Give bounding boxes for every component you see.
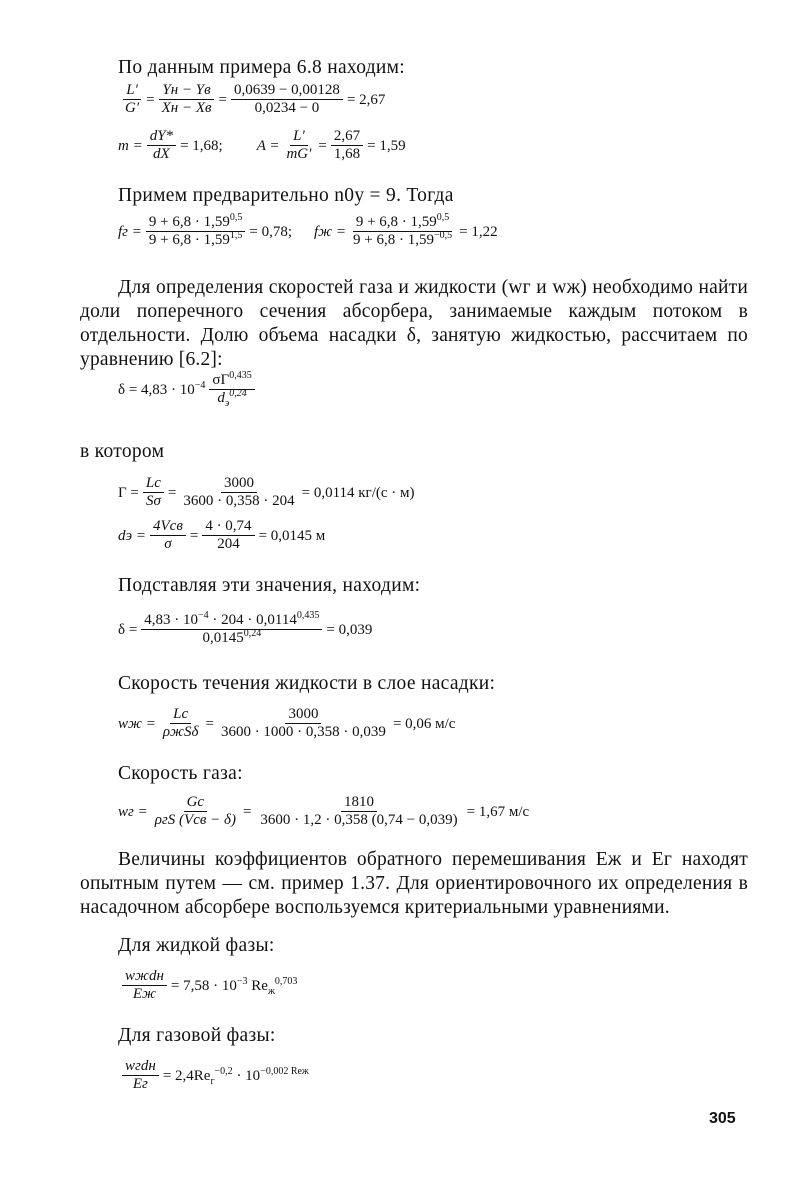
numerator: Yн − Yв <box>159 82 213 100</box>
denominator: Eг <box>132 1076 148 1092</box>
fraction <box>122 1058 159 1093</box>
paragraph-backmixing: Величины коэффициентов обратного перемешивания Eж и Eг находят опытным путем — см. пример 1.37. Для ориентировочного их определения в насадочном абсорбере воспользуемся критериальными уравнениями. <box>80 849 748 918</box>
formula-result: = 0,039 <box>326 621 373 638</box>
numerator: L′ <box>123 82 141 100</box>
formula-result: = 1,22 <box>459 223 498 240</box>
denominator: 0,0145$^{0,24}$ <box>202 628 262 646</box>
numerator: dY* <box>147 128 176 146</box>
fraction <box>122 968 167 1003</box>
formula-result: = $2,4Re_г^{-0,2} \cdot 10^{-0,002 Reж}$ <box>162 1065 309 1087</box>
fraction <box>122 82 142 117</box>
fraction <box>159 82 215 117</box>
paragraph-where: в котором <box>80 441 165 462</box>
fraction <box>209 372 254 407</box>
fraction <box>141 612 322 647</box>
formula-f-coefficients <box>118 214 498 249</box>
denominator: ρжSδ <box>162 724 199 740</box>
denominator: $9 + 6,8 \cdot 1,59^{1,5}$ <box>148 230 243 248</box>
fraction <box>152 794 239 829</box>
formula-l-over-g: $\frac{L'}{G'}$ = $\frac{Yн - Yв}{Xн - Xв}$ = $\frac{0,0639 - 0,00128}{0,0234 - 0}$ = 2,67 <box>118 82 385 117</box>
denominator: σ <box>164 536 172 552</box>
formula-result: = 1,68; <box>180 137 223 154</box>
numerator: Lc <box>170 706 191 724</box>
numerator: 2,67 <box>331 128 363 146</box>
denominator: 204 <box>217 536 240 552</box>
fraction <box>218 706 389 741</box>
denominator: 3600 · 0,358 · 204 <box>183 493 295 509</box>
numerator: Lc <box>143 475 164 493</box>
formula-gas-phase <box>118 1058 309 1093</box>
fraction <box>257 794 460 829</box>
formula-de: dэ = $\frac{\text{4Vсв}}{\sigma}$ = $\frac{4 \cdot 0,74}{204}$ = 0,0145 м <box>118 518 326 552</box>
formula-lhs: m = <box>118 137 143 154</box>
denominator: 1,68 <box>333 146 361 162</box>
fraction <box>150 518 186 553</box>
fraction <box>283 128 314 163</box>
numerator: 3000 <box>221 475 257 493</box>
paragraph-intro: По данным примера 6.8 находим: <box>118 57 406 78</box>
paragraph-assume: Примем предварительно n0y = 9. Тогда <box>118 185 454 206</box>
fraction <box>350 214 455 249</box>
formula-delta-value <box>118 612 372 647</box>
numerator: 0,0639 − 0,00128 <box>231 82 343 100</box>
formula-delta <box>118 372 259 407</box>
fraction <box>231 82 343 117</box>
paragraph-velocities: Для определения скоростей газа и жидкости (wг и wж) необходимо найти доли поперечного сечения абсорбера, занимаемые каждым потоком в отдельности. Долю объема насадки δ, занятую жидкостью, рассчитаем по уравнению [6.2]: <box>80 277 748 370</box>
page-number: 305 <box>709 1110 736 1127</box>
formula-result: = 0,78; <box>249 223 293 240</box>
denominator: 3600 · 1,2 · 0,358 (0,74 − 0,039) <box>260 812 458 828</box>
numerator: 3000 <box>285 706 321 724</box>
fraction <box>146 214 245 249</box>
numerator: 4 · 0,74 <box>202 518 254 536</box>
numerator: σΓ$^{0,435}$ <box>209 372 254 390</box>
numerator: L′ <box>290 128 308 146</box>
formula-lhs: wг = <box>118 803 148 820</box>
formula-m-and-a: m = $\frac{dY*}{dX}$ = 1,68; A = $\frac{L'}{mG'}$ = $\frac{2,67}{1,68}$ = 1,59 <box>118 128 406 162</box>
formula-lhs: fж = <box>314 223 347 240</box>
formula-gamma: Γ = $\frac{Lc}{S\sigma}$ = $\frac{3000}{3600 \cdot 0,358 \cdot 204}$ = 0,0114 кг/(с · м) <box>118 475 415 509</box>
numerator: $4,83 \cdot 10^{-4} \cdot 204 \cdot 0,0114^{0,435}$ <box>141 612 322 630</box>
denominator: Eж <box>132 986 157 1002</box>
formula-result: = $7,58 \cdot 10^{-3}$ $Re_ж^{0,703}$ <box>170 975 298 997</box>
numerator: Gc <box>184 794 208 812</box>
formula-lhs: $\delta = 4,83 \cdot 10^{-4}$ <box>118 379 206 398</box>
formula-lhs: fг = <box>118 223 142 240</box>
formula-lhs: dэ = <box>118 527 146 544</box>
formula-result: = 2,67 <box>346 91 386 108</box>
formula-result: = 0,0145 м <box>258 527 326 544</box>
numerator: $9 + 6,8 \cdot 1,59^{0,5}$ <box>353 214 452 232</box>
denominator: Sσ <box>145 493 161 509</box>
formula-lhs: δ = <box>118 621 138 638</box>
fraction <box>180 475 297 510</box>
denominator: $d_э^{0,24}$ <box>217 388 247 409</box>
formula-result: = 1,59 <box>367 137 406 154</box>
denominator: 0,0234 − 0 <box>254 100 320 116</box>
denominator: ρгS (Vсв − δ) <box>154 812 236 828</box>
formula-w-gas: wг = $\frac{Gc}{\text{ρгS (Vсв − δ)}}$ = $\frac{1810}{3600 \cdot 1,2 \cdot 0,358 (0,74 - 0,039)}$ = 1,67 м/с <box>118 794 530 828</box>
numerator: $9 + 6,8 \cdot 1,59^{0,5}$ <box>146 214 245 232</box>
denominator: 3600 · 1000 · 0,358 · 0,039 <box>220 724 386 740</box>
formula-result: = 0,0114 кг/(с · м) <box>301 484 415 501</box>
formula-result: = 1,67 м/с <box>466 803 530 820</box>
numerator: wжdн <box>122 968 167 986</box>
denominator: Xн − Xв <box>161 100 212 116</box>
denominator: dX <box>153 146 170 162</box>
paragraph-gas-velocity: Скорость газа: <box>118 763 243 784</box>
paragraph-liquid-phase: Для жидкой фазы: <box>118 935 275 956</box>
fraction <box>147 128 176 163</box>
formula-lhs: A = <box>256 137 280 154</box>
denominator: $9 + 6,8 \cdot 1,59^{-0,5}$ <box>353 230 453 248</box>
denominator: mG′ <box>286 146 312 162</box>
paragraph-gas-phase: Для газовой фазы: <box>118 1025 276 1046</box>
numerator: 1810 <box>341 794 377 812</box>
formula-lhs: wж = <box>118 715 156 732</box>
numerator: 4Vсв <box>150 518 186 536</box>
numerator: wгdн <box>122 1058 159 1076</box>
fraction <box>202 518 254 553</box>
fraction <box>143 475 164 510</box>
formula-w-liquid: wж = $\frac{Lc}{\text{ρжSδ}}$ = $\frac{3000}{3600 \cdot 1000 \cdot 0,358 \cdot 0,039}$ = 0,06 м/с <box>118 706 456 740</box>
formula-lhs: Γ = <box>118 484 139 501</box>
fraction <box>331 128 363 163</box>
paragraph-substituting: Подставляя эти значения, находим: <box>118 575 421 596</box>
paragraph-liquid-velocity: Скорость течения жидкости в слое насадки: <box>118 673 496 694</box>
formula-result: = 0,06 м/с <box>392 715 456 732</box>
formula-liquid-phase <box>118 968 297 1003</box>
denominator: G′ <box>125 100 140 116</box>
fraction <box>160 706 202 741</box>
